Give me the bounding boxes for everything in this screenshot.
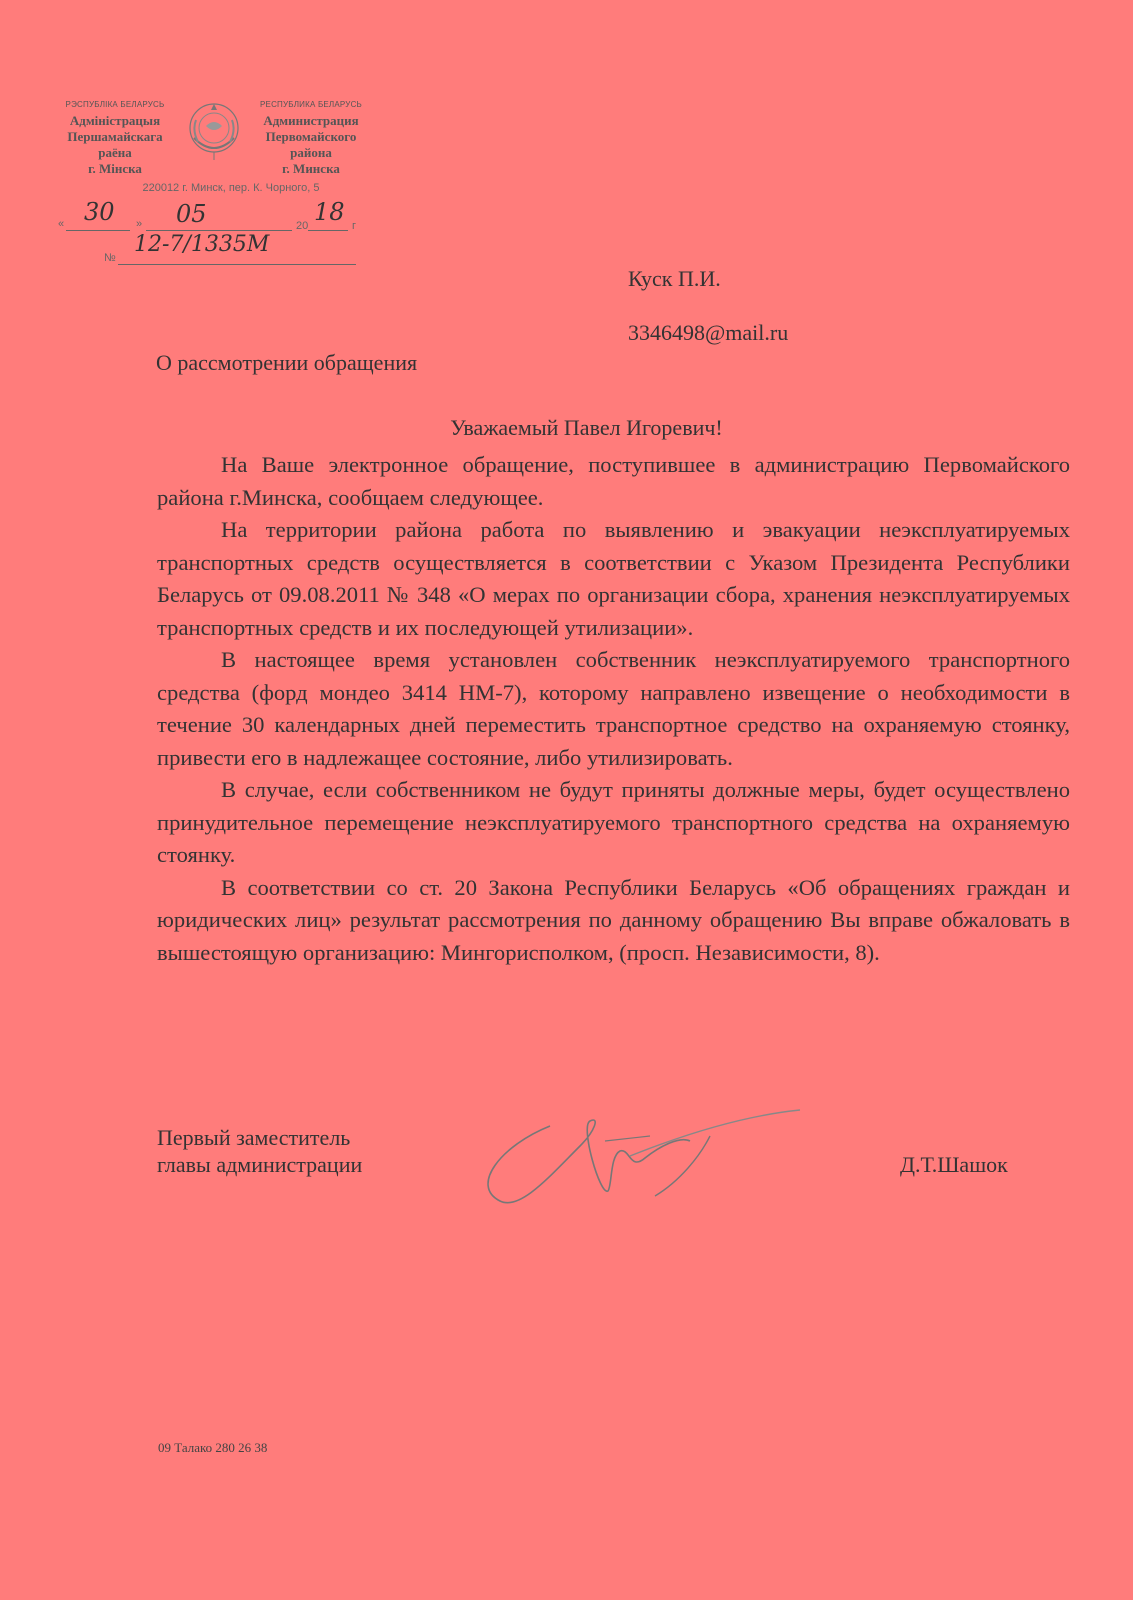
body-paragraph: На территории района работа по выявлению и эвакуации неэксплуатируемых транспортных средств осуществляется в соответствии с Указом Президента Республики Беларусь от 09.08.2011 № 348 «О мерах по организации сбора, хранения неэксплуатируемых транспортных средств и их последующей утилизации». <box>157 517 1070 640</box>
republic-label-ru: РЕСПУБЛИКА БЕЛАРУСЬ <box>260 100 362 109</box>
org-line: раёна <box>98 145 132 160</box>
number-sign: № <box>104 252 116 264</box>
letterhead-russian <box>252 96 370 177</box>
signatory-title-line: главы администрации <box>157 1152 363 1177</box>
executor-note: 09 Талако 280 26 38 <box>158 1440 268 1455</box>
org-line: Адміністрацыя <box>69 113 161 128</box>
date-field: « 30 » 05 20 18 г <box>58 198 357 232</box>
body-paragraph: В настоящее время установлен собственник неэксплуатируемого транспортного средства (форд мондео 3414 НМ-7), которому направлено извещение о необходимости в течение 30 календарных дней переместить транспортное средство на охраняемую стоянку, привести его в надлежащее состояние, либо утилизировать. <box>157 647 1070 770</box>
republic-label-by: РЭСПУБЛІКА БЕЛАРУСЬ <box>65 100 165 109</box>
letterhead-belarusian <box>56 96 174 177</box>
org-line: г. Минска <box>282 161 340 176</box>
letterhead-address: 220012 г. Минск, пер. К. Чорного, 5 <box>142 182 320 194</box>
date-year: 18 <box>314 198 345 226</box>
year-suffix: г <box>352 220 357 232</box>
letter-body <box>157 449 1070 969</box>
body-paragraph: В случае, если собственником не будут приняты должные меры, будет осуществлено принудительное перемещение неэксплуатируемого транспортного средства на охраняемую стоянку. <box>157 777 1070 867</box>
year-prefix: 20 <box>296 220 309 232</box>
date-day: 30 <box>84 198 115 226</box>
signatory-title <box>157 1124 362 1178</box>
letterhead-stamp <box>56 96 376 276</box>
outgoing-number <box>104 232 374 268</box>
date-month: 05 <box>176 200 207 228</box>
recipient-email: 3346498@mail.ru <box>628 320 789 345</box>
org-line: Первомайского <box>265 129 357 144</box>
body-paragraph: На Ваше электронное обращение, поступившее в администрацию Первомайского района г.Минска, сообщаем следующее. <box>157 452 1070 510</box>
salutation: Уважаемый Павел Игоревич! <box>450 415 723 440</box>
signatory-name: Д.Т.Шашок <box>900 1152 1008 1177</box>
letter-subject: О рассмотрении обращения <box>156 350 418 375</box>
org-line: района <box>290 145 332 160</box>
org-line: Першамайскага <box>67 129 163 144</box>
handwritten-signature <box>480 1096 820 1216</box>
body-paragraph: В соответствии со ст. 20 Закона Республики Беларусь «Об обращениях граждан и юридических лиц» результат рассмотрения по данному обращению Вы вправе обжаловать в вышестоящую организацию: Мингорисполком, (просп. Независимости, 8). <box>157 874 1070 965</box>
recipient-name: Куск П.И. <box>628 266 721 291</box>
coat-of-arms-icon <box>184 98 244 162</box>
org-line: Администрация <box>263 113 359 128</box>
signatory-title-line: Первый заместитель <box>157 1125 351 1150</box>
org-line: г. Мінска <box>88 161 142 176</box>
number-value: 12-7/1335М <box>134 232 270 257</box>
